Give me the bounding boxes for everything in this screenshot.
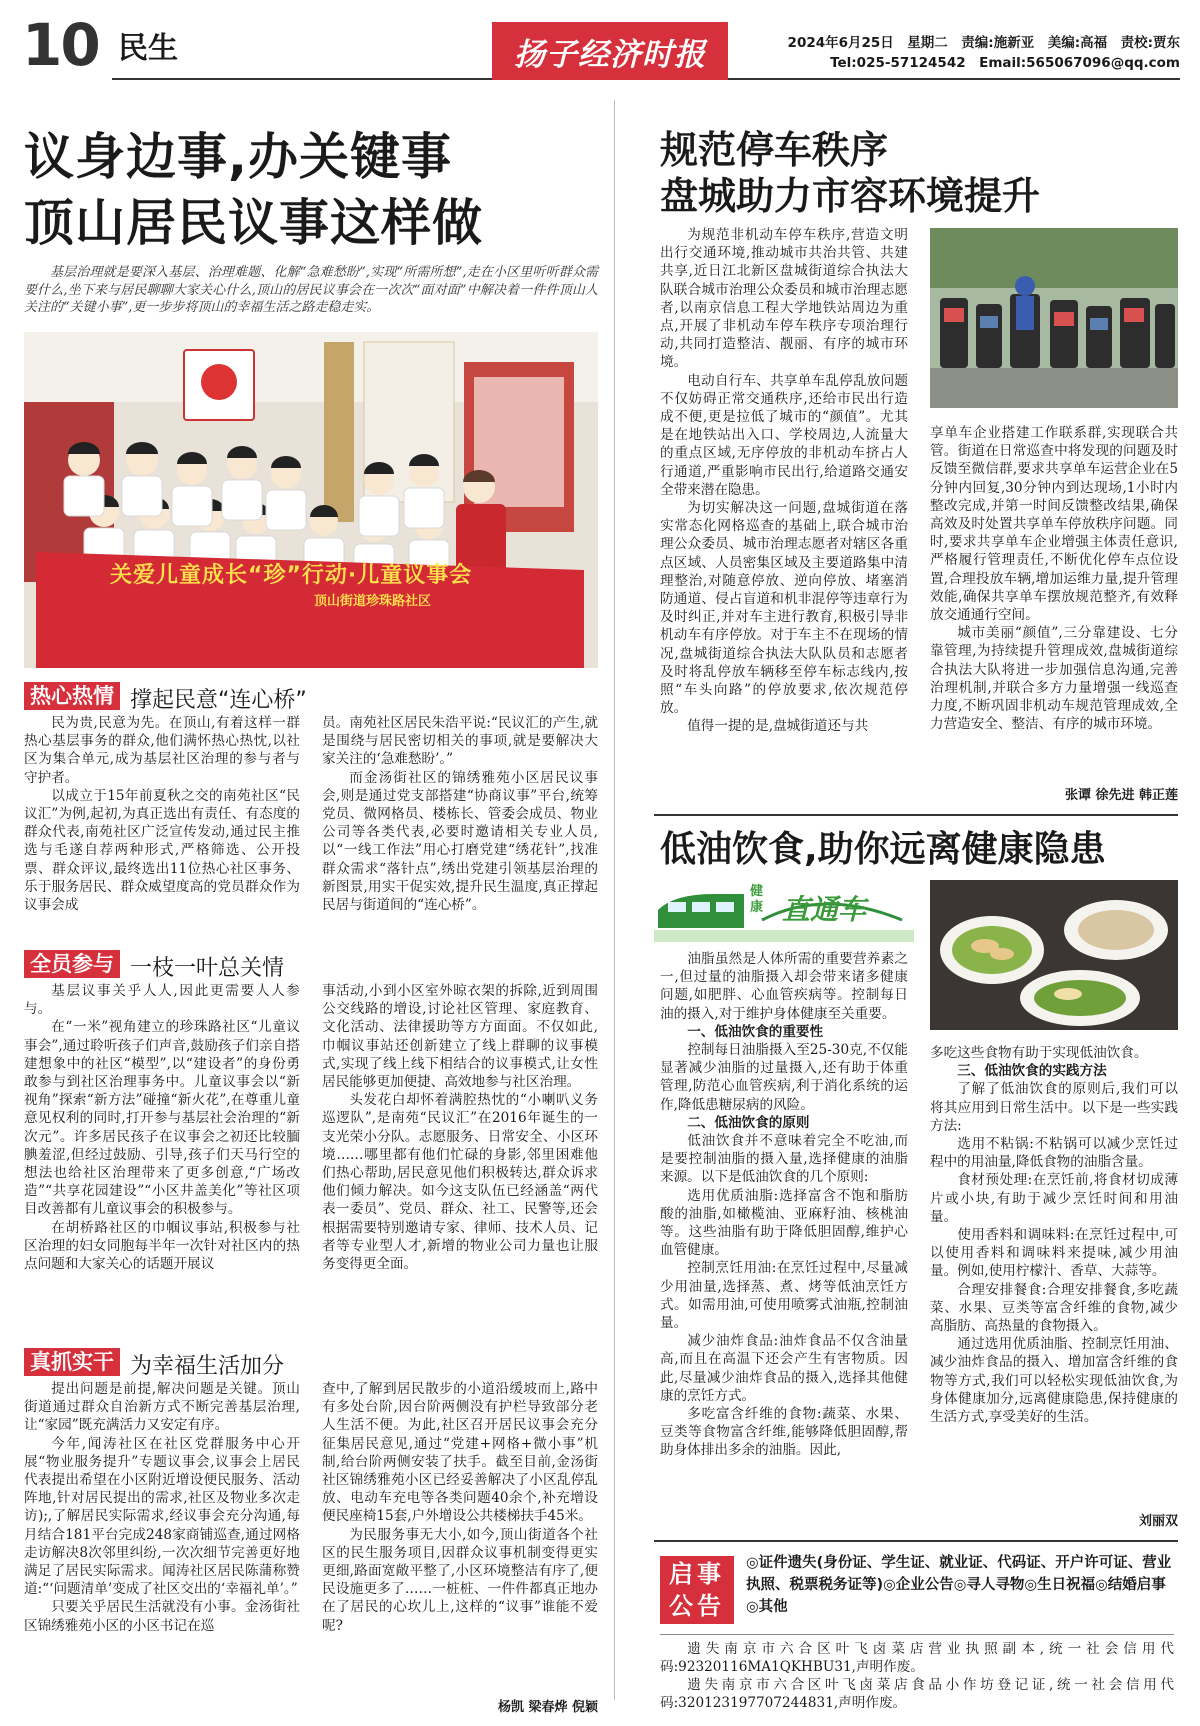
paragraph: 多吃富含纤维的食物:蔬菜、水果、豆类等食物富含纤维,能够降低胆固醇,帮助身体排出多余的油脂。因此, bbox=[660, 1406, 908, 1459]
paragraph: 选用不粘锅:不粘锅可以减少烹饪过程中的用油量,降低食物的油脂含量。 bbox=[930, 1136, 1178, 1171]
section-name: 民生 bbox=[118, 31, 178, 66]
notice-item-2: 遗失南京市六合区叶飞卤菜店食品小作坊登记证,统一社会信用代码:320123197707244831,声明作废。 bbox=[660, 1677, 1174, 1712]
paragraph: 了解了低油饮食的原则后,我们可以将其应用到日常生活中。以下是一些实践方法: bbox=[930, 1081, 1178, 1134]
paragraph: 头发花白却怀着满腔热忱的“小喇叭义务巡逻队”,是南苑“民议汇”在2016年诞生的一支光荣小分队。志愿服务、日常安全、小区环境……哪里都有他们忙碌的身影,邻里困难他们热心帮助,居民意见他们积极转达,群众诉求他们倾力解决。如今这支队伍已经涵盖“两代表一委员”、党员、群众、社工、民警等,还会根据需要特别邀请专家、律师、技术人员、记者等专业型人才,新增的物业公司力量也让服务变得更全面。 bbox=[322, 1092, 598, 1273]
paragraph: 选用优质油脂:选择富含不饱和脂肪酸的油脂,如橄榄油、亚麻籽油、核桃油等。这些油脂有助于降低胆固醇,维护心血管健康。 bbox=[660, 1187, 908, 1259]
art2-title-line1: 规范停车秩序 bbox=[660, 128, 889, 172]
paragraph: 低油饮食并不意味着完全不吃油,而是要控制油脂的摄入量,选择健康的油脂来源。以下是低油饮食的几个原则: bbox=[660, 1133, 908, 1186]
paragraph: 多吃这些食物有助于实现低油饮食。 bbox=[930, 1045, 1148, 1061]
section2-col-b bbox=[322, 982, 598, 1273]
paragraph: 减少油炸食品:油炸食品不仅含油量高,而且在高温下还会产生有害物质。因此,尽量减少油炸食品的摄入,选择其他健康的烹饪方式。 bbox=[660, 1333, 908, 1404]
notice-separator bbox=[660, 1634, 1174, 1635]
art3-byline: 刘丽双 bbox=[1138, 1514, 1178, 1529]
header-info-line2: Tel:025-57124542 Email:565067096@qq.com bbox=[830, 55, 1180, 71]
section1-subtitle: 撑起民意“连心桥” bbox=[130, 688, 307, 713]
art2-art3-divider bbox=[654, 814, 1178, 816]
art3-heading-3: 三、低油饮食的实践方法 bbox=[957, 1063, 1107, 1080]
photo-banner-text: 关爱儿童成长“珍”行动·儿童议事会 bbox=[110, 563, 473, 588]
logo-big-text: 直通车 bbox=[782, 893, 867, 926]
paragraph: 查中,了解到居民散步的小道沿缓坡而上,路中有多处台阶,因台阶两侧没有护栏导致部分老人生活不便。为此,社区召开居民议事会充分征集居民意见,通过“党建+网格+微小事”机制,给台阶两侧安装了扶手。截至目前,金汤街社区锦绣雅苑小区已经妥善解决了小区乱停乱放、电动车充电等各类问题40余个,补充增设便民座椅15套,户外增设公共楼梯扶手45米。 bbox=[322, 1381, 598, 1525]
paragraph: 今年,闻涛社区在社区党群服务中心开展“物业服务提升”专题议事会,议事会上居民代表提出希望在小区附近增设便民服务、活动阵地,针对居民提出的需求,社区及物业多次走访);,了解居民实际需求,经议事会充分沟通,每月结合181平台完成248家商铺巡查,通过网格走访解决8次邻里纠纷,一次次细节完善更好地满足了居民实际需求。闻涛社区居民陈蒲称赞道:“‘问题清单’变成了社区交出的‘幸福礼单’。” bbox=[24, 1435, 300, 1598]
logo-text: 扬子经济时报 bbox=[514, 36, 706, 73]
kids-council-illustration bbox=[24, 332, 598, 668]
art2-byline: 张谭 徐先进 韩正莲 bbox=[1064, 788, 1178, 803]
section3-heading bbox=[24, 1348, 598, 1380]
paragraph: 通过选用优质油脂、控制烹饪用油、减少油炸食品的摄入、增加富含纤维的食物等方式,我们可以轻松实现低油饮食,为身体健康加分,远离健康隐患,保持健康的生活方式,享受美好的生活。 bbox=[930, 1336, 1178, 1426]
paragraph: 只要关乎居民生活就没有小事。金汤街社区锦绣雅苑小区的小区书记在巡 bbox=[24, 1599, 300, 1634]
parking-photo bbox=[930, 228, 1178, 408]
notice-label-top: 启事 bbox=[669, 1560, 725, 1588]
food-photo bbox=[930, 880, 1178, 1030]
paragraph: 使用香料和调味料:在烹饪过程中,可以使用香料和调味料来提味,减少用油量。例如,使用柠檬汁、香草、大蒜等。 bbox=[930, 1227, 1178, 1280]
art3-col-b bbox=[930, 1044, 1178, 1426]
notice-label-bottom: 公告 bbox=[669, 1592, 725, 1620]
art3-heading-2: 二、低油饮食的原则 bbox=[687, 1114, 810, 1131]
header-rule-right bbox=[728, 78, 1180, 80]
page-number: 10 bbox=[22, 11, 99, 79]
paragraph: 在胡桥路社区的巾帼议事站,积极参与社区治理的妇女同胞每半年一次针对社区内的热点问题和大家关心的话题开展议 bbox=[24, 1219, 300, 1273]
health-express-logo bbox=[654, 880, 914, 942]
paragraph: 员。南苑社区居民朱浩平说:“民议汇的产生,就是围绕与居民密切相关的事项,就是要解决大家关注的‘急难愁盼’。” bbox=[322, 715, 598, 768]
header-rule-left bbox=[112, 78, 492, 80]
paragraph: 电动自行车、共享单车乱停乱放问题不仅妨碍正常交通秩序,还给市民出行造成不便,更是拉低了城市的“颜值”。尤其是在地铁站出入口、学校周边,人流量大的重点区域,无序停放的非机动车挤占人行通道,严重影响市民出行,给道路交通安全带来潜在隐患。 bbox=[660, 372, 908, 498]
section1-heading bbox=[24, 682, 598, 714]
section2-col-a bbox=[24, 982, 300, 1273]
paragraph: 民为贵,民意为先。在顶山,有着这样一群热心基层事务的群众,他们满怀热心热忱,以社区为集合单元,成为基层社区治理的参与者与守护者。 bbox=[24, 715, 300, 786]
notice-categories: ◎证件遗失(身份证、学生证、就业证、代码证、开户许可证、营业执照、税票税务证等)◎企业公告◎寻人寻物◎生日祝福◎结婚启事◎其他 bbox=[746, 1555, 1172, 1615]
paragraph: 油脂虽然是人体所需的重要营养素之一,但过量的油脂摄入却会带来诸多健康问题,如肥胖、心血管疾病等。控制每日油的摄入,对于维护身体健康至关重要。 bbox=[660, 951, 908, 1022]
column-divider bbox=[614, 100, 615, 1700]
page-header bbox=[0, 0, 1200, 80]
section1-col-b bbox=[322, 714, 598, 914]
paragraph: 事活动,小到小区室外晾衣架的拆除,近到周围公交线路的增设,讨论社区管理、家庭教育、文化活动、法律援助等方方面面。不仅如此,巾帼议事站还创新建立了线上群聊的议事模式,实现了线上线下相结合的议事模式,让女性居民能够更加便捷、高效地参与社区治理。 bbox=[322, 983, 598, 1091]
paragraph: 食材预处理:在烹饪前,将食材切成薄片或小块,有助于减少烹饪时间和用油量。 bbox=[930, 1172, 1178, 1225]
paragraph: 控制每日油脂摄入至25-30克,不仅能显著减少油脂的过量摄入,还有助于体重管理,防范心血管疾病,利于消化系统的运作,降低患糖尿病的风险。 bbox=[660, 1042, 908, 1113]
logo-small-text: 健康 bbox=[750, 884, 764, 915]
art1-title-line1: 议身边事,办关键事 bbox=[24, 128, 452, 186]
paragraph: 为民服务事无大小,如今,顶山街道各个社区的民生服务项目,因群众议事机制变得更实更细,路面宽敞平整了,小区环境整洁有序了,便民设施更多了……一桩桩、一件件都真正地办在了居民的心坎儿上,这样的“议事”谁能不爱呢? bbox=[322, 1526, 598, 1634]
art1-lead: 基层治理就是要深入基层、治理难题、化解“急难愁盼”,实现“所需所想”,走在小区里听听群众需要什么,坐下来与居民聊聊大家关心什么,顶山的居民议事会在一次次“面对面”中解决着一件件顶山人关注的“关键小事”,更一步步将顶山的幸福生活之路走稳走实。 bbox=[24, 265, 598, 315]
section3-col-b bbox=[322, 1380, 598, 1635]
paragraph: 而金汤街社区的锦绣雅苑小区居民议事会,则是通过党支部搭建“协商议事”平台,统筹党员、微网格员、楼栋长、管委会成员、物业公司等各类代表,必要时邀请相关专业人员,以“一线工作法”用心打磨党建“绣花针”,找准群众需求“落针点”,绣出党建引领基层治理的新图景,用实干促实效,提升民生温度,真正撑起民居与街道间的“连心桥”。 bbox=[322, 769, 598, 914]
notice-box bbox=[654, 1540, 1178, 1712]
paragraph: 基层议事关乎人人,因此更需要人人参与。 bbox=[24, 983, 300, 1018]
art2-col-b bbox=[930, 424, 1178, 733]
paragraph: 城市美丽“颜值”,三分靠建设、七分靠管理,为持续提升管理成效,盘城街道综合执法大队将进一步加强信息沟通,完善治理机制,并联合多方力量增强一线巡查力度,不断巩固非机动车规范管理成效,全力营造安全、整洁、有序的城市环境。 bbox=[930, 625, 1178, 733]
paragraph: 为规范非机动车停车秩序,营造文明出行交通环境,推动城市共治共管、共建共享,近日江北新区盘城街道综合执法大队联合城市治理公众委员和城市治理志愿者,以南京信息工程大学地铁站周边为重点,开展了非机动车停车秩序专项治理行动,共同打造整洁、靓丽、有序的城市环境。 bbox=[660, 227, 908, 371]
art3-col-a bbox=[660, 950, 908, 1460]
section3-tag: 真抓实干 bbox=[24, 1348, 120, 1376]
section1-tag: 热心热情 bbox=[24, 682, 120, 710]
paragraph: 控制烹饪用油:在烹饪过程中,尽量减少用油量,选择蒸、煮、烤等低油烹饪方式。如需用油,可使用喷雾式油瓶,控制油量。 bbox=[660, 1260, 908, 1332]
paragraph: 享单车企业搭建工作联系群,实现联合共管。街道在日常巡查中将发现的问题及时反馈至微信群,要求共享单车运营企业在5分钟内回复,30分钟内到达现场,1小时内整改完成,并第一时间反馈整改结果,确保高效及时处置共享单车停放秩序问题。同时,要求共享单车企业增强主体责任意识,严格履行管理责任,不断优化停车点位设置,合理投放车辆,增加运维力量,提升管理效能,确保共享单车摆放规范整齐,有效释放交通通行空间。 bbox=[930, 425, 1178, 624]
section1-col-a bbox=[24, 714, 300, 914]
header-info-line1: 2024年6月25日 星期二 责编:施新亚 美编:高福 责校:贾东 bbox=[787, 35, 1180, 51]
section3-col-a bbox=[24, 1380, 300, 1635]
art3-title: 低油饮食,助你远离健康隐患 bbox=[660, 829, 1106, 870]
section2-tag: 全员参与 bbox=[24, 950, 120, 978]
notice-label bbox=[660, 1556, 734, 1624]
art1-title-line2: 顶山居民议事这样做 bbox=[24, 194, 483, 252]
art1-byline: 杨凯 梁春烨 倪颖 bbox=[497, 1700, 598, 1715]
food-illustration bbox=[930, 880, 1178, 1030]
paragraph: 提出问题是前提,解决问题是关键。顶山街道通过群众自治新方式不断完善基层治理,让“家园”既充满活力又安定有序。 bbox=[24, 1381, 300, 1434]
paragraph: 合理安排餐食:合理安排餐食,多吃蔬菜、水果、豆类等富含纤维的食物,减少高脂肪、高热量的食物摄入。 bbox=[930, 1281, 1178, 1335]
newspaper-logo bbox=[492, 22, 728, 80]
notice-item-1: 遗失南京市六合区叶飞卤菜店营业执照副本,统一社会信用代码:92320116MA1QKHBU31,声明作废。 bbox=[660, 1641, 1174, 1676]
paragraph: 以成立于15年前夏秋之交的南苑社区“民议汇”为例,起初,为真正选出有责任、有态度的群众代表,南苑社区广泛宣传发动,通过民主推选与毛遂自荐两种形式,严格筛选、公开投票、群众评议,最终选出11位热心社区事务、乐于服务居民、群众威望度高的党员群众作为议事会成 bbox=[24, 787, 300, 914]
photo-banner-subtext: 顶山街道珍珠路社区 bbox=[314, 594, 432, 609]
section2-subtitle: 一枝一叶总关情 bbox=[130, 956, 285, 981]
paragraph: 为切实解决这一问题,盘城街道在落实常态化网格巡查的基础上,联合城市治理公众委员、城市治理志愿者对辖区各重点区域、人员密集区域及主要道路集中清理整治,对随意停放、逆向停放、堵塞消防通道、侵占盲道和机非混停等违章行为及时纠正,并对车主进行教育,积极引导非机动车有序停放。对于车主不在现场的情况,盘城街道综合执法大队队员和志愿者及时将乱停放车辆移至停车标志线内,按照“车头向路”的停放要求,依次规范停放。 bbox=[660, 500, 908, 717]
section2-heading bbox=[24, 950, 598, 982]
art2-title-line2: 盘城助力市容环境提升 bbox=[660, 174, 1041, 218]
art2-col-a bbox=[660, 226, 908, 736]
paragraph: 在“一米”视角建立的珍珠路社区“儿童议事会”,通过聆听孩子们声音,鼓励孩子们亲自搭建想象中的社区“模型”,以“建设者”的身份勇敢参与到社区治理事务中。儿童议事会以“新视角”探索“新方法”碰撞“新火花”,在尊重儿童意见权利的同时,打开参与基层社会治理的“新次元”。许多居民孩子在议事会之初还比较腼腆羞涩,但经过鼓励、引导,孩子们天马行空的想法也给社区治理带来了更多创意,“广场改造”“共享花园建设”“小区井盖美化”等社区项目改善都有儿童议事会的积极参与。 bbox=[24, 1019, 300, 1218]
art3-heading-1: 一、低油饮食的重要性 bbox=[687, 1023, 824, 1040]
kids-council-photo bbox=[24, 332, 598, 668]
paragraph: 值得一提的是,盘城街道还与共 bbox=[687, 718, 869, 735]
parking-illustration bbox=[930, 228, 1178, 408]
section3-subtitle: 为幸福生活加分 bbox=[130, 1354, 285, 1379]
